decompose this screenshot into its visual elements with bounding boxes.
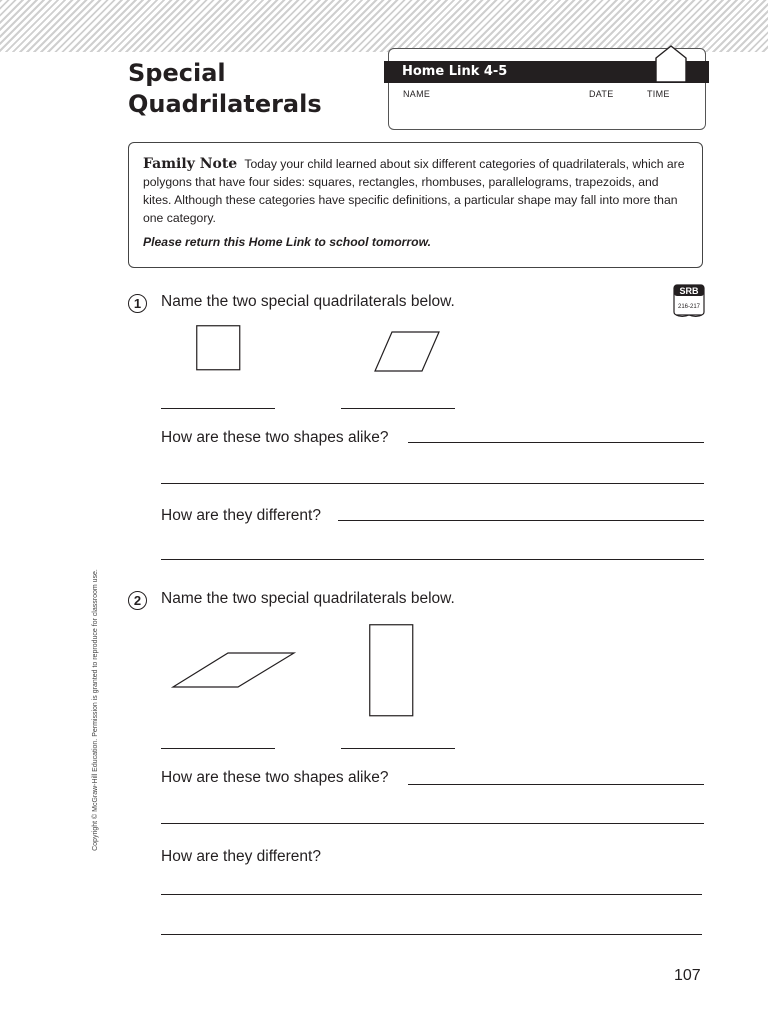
date-field-label: DATE [589,89,614,99]
title-line-1: Special [128,59,226,87]
copyright-notice: Copyright © McGraw-Hill Education. Permission is granted to reproduce for classroom use. [92,569,99,851]
family-note-paragraph [143,155,688,227]
question-1-alike: How are these two shapes alike? [161,429,389,446]
home-link-label: Home Link 4-5 [384,61,709,83]
rectangle-shape [369,624,414,717]
question-1-prompt: Name the two special quadrilaterals below. [161,293,455,310]
family-note-return: Please return this Home Link to school tomorrow. [143,235,432,249]
square-shape [196,325,241,371]
answer-line-2b[interactable] [341,748,455,749]
srb-pages: 216-217 [677,304,701,310]
question-2-different: How are they different? [161,848,321,865]
question-1-different: How are they different? [161,507,321,524]
answer-line-1a[interactable] [161,408,275,409]
answer-line-2-different-2[interactable] [161,934,702,935]
page-title [128,58,322,120]
answer-line-1-alike-2[interactable] [161,483,704,484]
answer-line-2-different[interactable] [161,894,702,895]
question-1-number: 1 [128,294,147,313]
srb-label: SRB [679,286,699,296]
answer-line-2-alike[interactable] [408,784,704,785]
answer-line-1-different-2[interactable] [161,559,704,560]
family-note-box [128,142,703,268]
answer-line-1-different[interactable] [338,520,704,521]
answer-line-2-alike-2[interactable] [161,823,704,824]
question-2-prompt: Name the two special quadrilaterals below. [161,590,455,607]
time-field-label: TIME [647,89,670,99]
answer-line-2a[interactable] [161,748,275,749]
family-note-body: Today your child learned about six different categories of quadrilaterals, which are polygons that have four sides: squares, rectangles, rhombuses, parallelograms, trapezoids, and kites. Although these categories have specific definitions, a particular shape may fall into more than one category. [143,157,685,225]
answer-line-1b[interactable] [341,408,455,409]
book-icon [673,284,705,318]
parallelogram-shape [374,331,441,372]
question-2-alike: How are these two shapes alike? [161,769,389,786]
family-note-heading: Family Note [143,156,238,172]
question-2-number: 2 [128,591,147,610]
page-number: 107 [674,967,701,984]
house-icon [654,44,688,84]
title-line-2: Quadrilaterals [128,90,322,118]
parallelogram-shape-2 [172,652,296,689]
header-pattern [0,0,768,52]
answer-line-1-alike[interactable] [408,442,704,443]
name-field-label: NAME [403,89,431,99]
